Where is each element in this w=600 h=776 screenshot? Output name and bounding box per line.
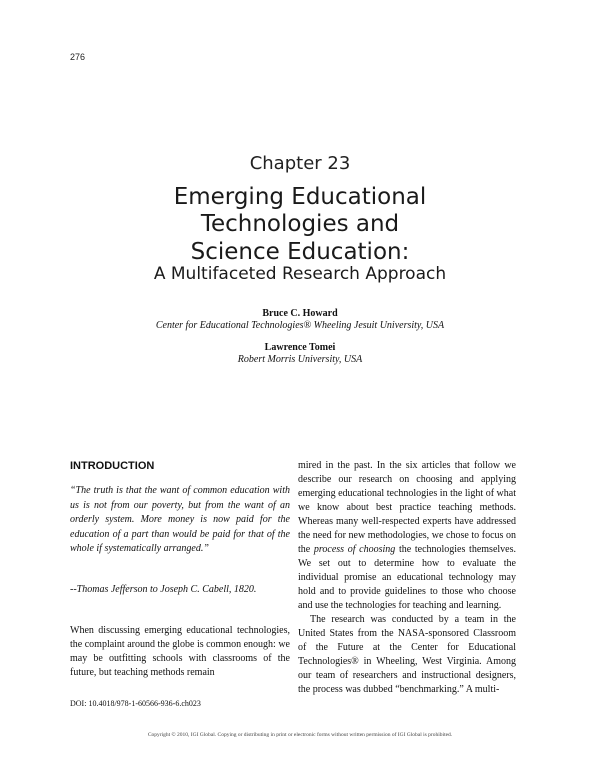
page-number: 276 [70, 52, 86, 62]
emphasis-text: process of choosing [313, 544, 396, 555]
chapter-label: Chapter 23 [249, 153, 351, 174]
body-paragraph: The research was conducted by a team in the United States from the NASA-sponsored Classroom of the Future at the Center for Educational Technologies® in Wheeling, West Virginia. Among our team of researchers and instructional designers, the process was dubbed “benchmarking.” A multi- [298, 614, 516, 695]
author-name: Lawrence Tomei [264, 342, 336, 353]
author-affiliation: Center for Educational Technologies® Wheeling Jesuit University, USA [155, 320, 445, 331]
doi-text: DOI: 10.4018/978-1-60566-936-6.ch023 [70, 699, 201, 708]
chapter-title-line-1: Emerging Educational [173, 184, 427, 210]
body-paragraph: When discussing emerging educational technologies, the complaint around the globe is common enough: we may be outfitting schools with classrooms of the future, but teaching methods remain [70, 625, 290, 678]
epigraph-quote: “The truth is that the want of common education with us is not from our poverty, but from the want of an orderly system. More money is now paid for the education of a part than would be paid for that of the whole if systematically arranged.” [70, 485, 290, 554]
right-column [298, 459, 516, 697]
copyright-footer: Copyright © 2010, IGI Global. Copying or distributing in print or electronic forms without written permission of IGI Global is prohibited. [147, 732, 453, 738]
chapter-subtitle: A Multifaceted Research Approach [153, 264, 447, 284]
section-heading: INTRODUCTION [70, 460, 155, 472]
body-text: the technologies themselves. We set out to determine how to evaluate the individual promise an educational technology may hold and to provide guidelines to those who choose and use the technologies for teaching and learning. [298, 544, 516, 611]
author-name: Bruce C. Howard [262, 308, 338, 319]
epigraph-source: --Thomas Jefferson to Joseph C. Cabell, 1820. [70, 584, 257, 595]
body-paragraph [298, 459, 516, 613]
chapter-title-line-3: Science Education: [190, 239, 410, 265]
body-text: mired in the past. In the six articles that follow we describe our research on choosing and applying emerging educational technologies in the light of what we know about best practice teaching methods. Whereas many well-respected experts have addressed the need for new methodologies, we chose to focus on the [298, 460, 516, 555]
author-affiliation: Robert Morris University, USA [237, 354, 363, 365]
chapter-title-line-2: Technologies and [200, 211, 400, 237]
